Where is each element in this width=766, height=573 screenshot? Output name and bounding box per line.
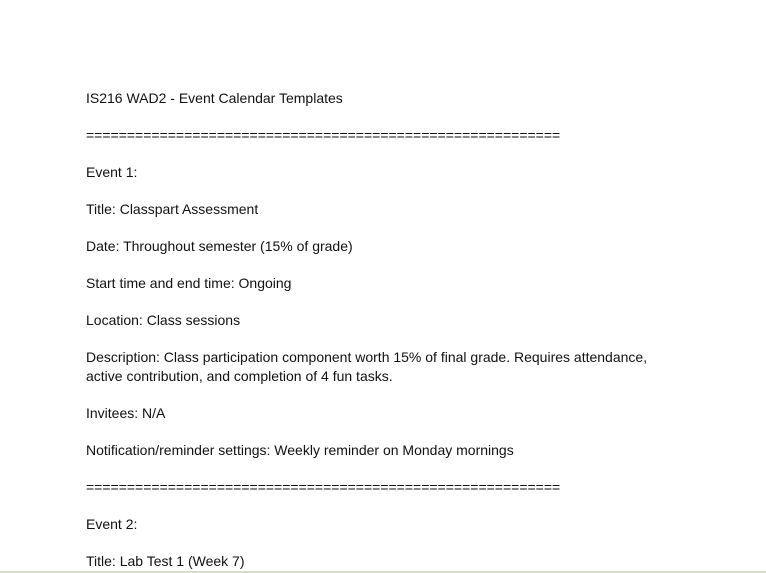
- event-heading: Event 2:: [86, 516, 138, 532]
- document-body: [86, 89, 666, 573]
- document-title: IS216 WAD2 - Event Calendar Templates: [86, 90, 343, 106]
- event-time: Start time and end time: Ongoing: [86, 275, 292, 291]
- separator-line: ==========================================================: [86, 479, 561, 495]
- event-location: Location: Class sessions: [86, 312, 241, 328]
- event-description: Description: Class participation component worth 15% of final grade. Requires attendance, active contribution, and completion of 4 fun tasks.: [86, 349, 651, 384]
- separator-line: ==========================================================: [86, 127, 561, 143]
- event-date: Date: Throughout semester (15% of grade): [86, 238, 353, 254]
- event-heading: Event 1:: [86, 164, 138, 180]
- event-title: Title: Lab Test 1 (Week 7): [86, 553, 245, 569]
- event-notification: Notification/reminder settings: Weekly reminder on Monday mornings: [86, 442, 514, 458]
- event-title: Title: Classpart Assessment: [86, 201, 259, 217]
- event-invitees: Invitees: N/A: [86, 405, 166, 421]
